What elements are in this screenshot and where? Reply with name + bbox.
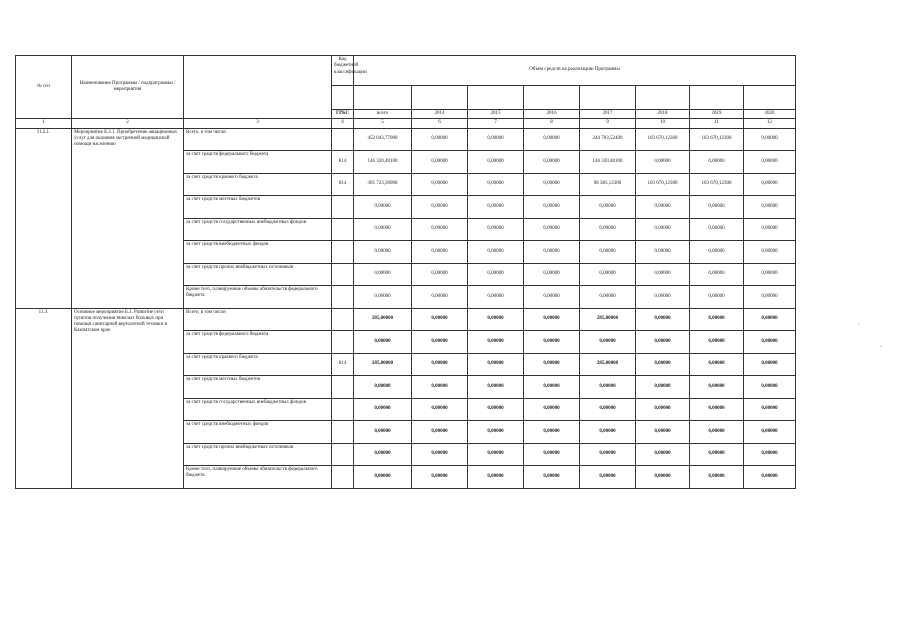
amount-year: 285,00000 xyxy=(580,353,636,376)
amount-year: 0,00000 xyxy=(690,308,744,331)
scan-mark: , xyxy=(880,340,882,348)
amount-year: 0,00000 xyxy=(468,196,524,219)
amount-total: 285,00000 xyxy=(354,353,412,376)
column-number-row xyxy=(16,119,796,128)
amount-year: 0,00000 xyxy=(636,286,690,309)
amount-year: 0,00000 xyxy=(690,466,744,489)
grbs-code xyxy=(332,196,354,219)
amount-year: 0,00000 xyxy=(524,128,580,151)
funding-source-label: Кроме того, планируемые объемы обязательств федерального бюджета xyxy=(184,466,332,489)
header-empty-cell xyxy=(412,86,468,110)
amount-year: 0,00000 xyxy=(744,128,796,151)
amount-year: 0,00000 xyxy=(690,218,744,241)
amount-year: 0,00000 xyxy=(524,421,580,444)
header-blank xyxy=(184,56,332,119)
header-number: № п/п xyxy=(16,56,72,119)
amount-total: 0,00000 xyxy=(354,286,412,309)
grbs-code xyxy=(332,376,354,399)
column-number: 5 xyxy=(354,119,412,128)
amount-year: 0,00000 xyxy=(468,443,524,466)
grbs-code xyxy=(332,286,354,309)
header-empty-cell xyxy=(468,86,524,110)
amount-total: 146 320,40100 xyxy=(354,151,412,174)
amount-total: 305 723,36900 xyxy=(354,173,412,196)
funding-source-label: Всего, в том числе: xyxy=(184,308,332,331)
row-number: 11.3. xyxy=(16,308,72,488)
amount-year: 0,00000 xyxy=(412,466,468,489)
amount-year: 0,00000 xyxy=(468,263,524,286)
amount-year: 0,00000 xyxy=(412,376,468,399)
amount-year: 0,00000 xyxy=(412,151,468,174)
amount-year: 0,00000 xyxy=(580,218,636,241)
amount-year: 98 383,12300 xyxy=(580,173,636,196)
funding-source-label: Кроме того, планируемые объемы обязательств федерального бюджета xyxy=(184,286,332,309)
amount-year: 0,00000 xyxy=(636,218,690,241)
amount-year: 0,00000 xyxy=(524,241,580,264)
amount-year: 0,00000 xyxy=(412,421,468,444)
header-empty-cell xyxy=(354,86,412,110)
amount-year: 0,00000 xyxy=(580,398,636,421)
amount-year: 0,00000 xyxy=(468,376,524,399)
funding-source-label: за счет средств прочих внебюджетных источников xyxy=(184,263,332,286)
header-year: 2014 xyxy=(412,110,468,119)
measure-name: Мероприятие Б.2.1. Приобретение авиационных услуг для оказания экстренной медицинской помощи населению xyxy=(72,128,184,308)
funding-source-label: за счет средств федерального бюджета xyxy=(184,331,332,354)
funding-source-label: Всего, в том числе: xyxy=(184,128,332,151)
header-volume: Объем средств на реализацию Программы xyxy=(354,56,796,86)
amount-year: 0,00000 xyxy=(636,308,690,331)
scan-mark: ' xyxy=(858,322,860,330)
amount-year: 0,00000 xyxy=(412,443,468,466)
amount-year: 0,00000 xyxy=(690,353,744,376)
funding-source-label: за счет средств прочих внебюджетных источников xyxy=(184,443,332,466)
header-code: Код бюджетной классификации xyxy=(332,56,354,86)
grbs-code xyxy=(332,263,354,286)
header-code-empty xyxy=(332,86,354,110)
amount-year: 0,00000 xyxy=(580,421,636,444)
header-grbs: ГРБС xyxy=(332,110,354,119)
amount-year: 0,00000 xyxy=(690,263,744,286)
amount-year: 0,00000 xyxy=(412,218,468,241)
grbs-code xyxy=(332,398,354,421)
amount-year: 0,00000 xyxy=(690,331,744,354)
header-year: 2015 xyxy=(468,110,524,119)
amount-year: 0,00000 xyxy=(524,308,580,331)
funding-source-label: за счет средств государственных внебюджетных фондов xyxy=(184,218,332,241)
amount-total: 0,00000 xyxy=(354,421,412,444)
header-empty-cell xyxy=(744,86,796,110)
column-number: 12 xyxy=(744,119,796,128)
column-number: 8 xyxy=(524,119,580,128)
amount-year: 0,00000 xyxy=(468,128,524,151)
amount-year: 0,00000 xyxy=(468,218,524,241)
amount-year: 0,00000 xyxy=(636,421,690,444)
amount-year: 0,00000 xyxy=(744,466,796,489)
grbs-code xyxy=(332,466,354,489)
amount-total: 0,00000 xyxy=(354,398,412,421)
amount-year: 0,00000 xyxy=(690,398,744,421)
amount-total: 285,00000 xyxy=(354,308,412,331)
amount-year: 0,00000 xyxy=(412,263,468,286)
amount-year: 0,00000 xyxy=(690,241,744,264)
amount-year: 0,00000 xyxy=(690,376,744,399)
grbs-code xyxy=(332,308,354,331)
amount-year: 0,00000 xyxy=(468,353,524,376)
amount-year: 0,00000 xyxy=(524,173,580,196)
amount-year: 0,00000 xyxy=(412,128,468,151)
amount-total: 0,00000 xyxy=(354,241,412,264)
amount-year: 0,00000 xyxy=(744,286,796,309)
amount-year: 0,00000 xyxy=(744,218,796,241)
amount-year: 0,00000 xyxy=(412,173,468,196)
amount-year: 0,00000 xyxy=(580,331,636,354)
amount-year: 0,00000 xyxy=(524,218,580,241)
amount-year: 0,00000 xyxy=(744,308,796,331)
header-empty-cell xyxy=(524,86,580,110)
amount-year: 0,00000 xyxy=(524,376,580,399)
amount-year: 0,00000 xyxy=(468,286,524,309)
grbs-code: 814 xyxy=(332,151,354,174)
table-row xyxy=(16,308,796,331)
grbs-code xyxy=(332,443,354,466)
amount-year: 0,00000 xyxy=(412,241,468,264)
funding-source-label: за счет средств государственных внебюджетных фондов xyxy=(184,398,332,421)
column-number: 4 xyxy=(332,119,354,128)
amount-year: 103 670,12300 xyxy=(636,128,690,151)
amount-year: 0,00000 xyxy=(412,286,468,309)
row-number: 11.2.1. xyxy=(16,128,72,308)
amount-year: 0,00000 xyxy=(744,263,796,286)
column-number: 7 xyxy=(468,119,524,128)
grbs-code: 814 xyxy=(332,173,354,196)
amount-year: 0,00000 xyxy=(524,353,580,376)
amount-year: 0,00000 xyxy=(524,196,580,219)
amount-year: 0,00000 xyxy=(636,353,690,376)
column-number: 2 xyxy=(72,119,184,128)
amount-year: 244 703,52400 xyxy=(580,128,636,151)
amount-year: 0,00000 xyxy=(636,263,690,286)
grbs-code xyxy=(332,421,354,444)
amount-year: 0,00000 xyxy=(636,241,690,264)
header-year: 2020 xyxy=(744,110,796,119)
amount-total: 452 043,77000 xyxy=(354,128,412,151)
amount-year: 0,00000 xyxy=(580,376,636,399)
amount-year: 0,00000 xyxy=(412,398,468,421)
amount-year: 0,00000 xyxy=(636,443,690,466)
header-empty-cell xyxy=(690,86,744,110)
header-total: всего xyxy=(354,110,412,119)
amount-year: 0,00000 xyxy=(468,241,524,264)
column-number: 6 xyxy=(412,119,468,128)
column-number: 11 xyxy=(690,119,744,128)
amount-year: 0,00000 xyxy=(636,398,690,421)
amount-total: 0,00000 xyxy=(354,443,412,466)
measure-name: Основное мероприятие Б.3. Развитие сети пунктов получения тяжелых больных при помощи санитарной вертолетной техники в Камчатском крае xyxy=(72,308,184,488)
amount-total: 0,00000 xyxy=(354,466,412,489)
amount-year: 0,00000 xyxy=(744,173,796,196)
table-row xyxy=(16,128,796,151)
column-number: 1 xyxy=(16,119,72,128)
amount-year: 103 670,12300 xyxy=(690,173,744,196)
amount-year: 0,00000 xyxy=(744,331,796,354)
amount-total: 0,00000 xyxy=(354,263,412,286)
amount-year: 0,00000 xyxy=(524,331,580,354)
amount-year: 0,00000 xyxy=(744,398,796,421)
amount-year: 0,00000 xyxy=(744,241,796,264)
amount-total: 0,00000 xyxy=(354,376,412,399)
amount-year: 0,00000 xyxy=(412,308,468,331)
amount-year: 0,00000 xyxy=(412,196,468,219)
amount-year: 0,00000 xyxy=(468,466,524,489)
grbs-code xyxy=(332,331,354,354)
column-number: 10 xyxy=(636,119,690,128)
header-year: 2018 xyxy=(636,110,690,119)
amount-year: 0,00000 xyxy=(744,353,796,376)
amount-total: 0,00000 xyxy=(354,218,412,241)
amount-year: 0,00000 xyxy=(690,196,744,219)
budget-table xyxy=(15,55,796,489)
amount-year: 0,00000 xyxy=(524,286,580,309)
amount-year: 0,00000 xyxy=(580,241,636,264)
amount-year: 0,00000 xyxy=(524,151,580,174)
header-empty-cell xyxy=(636,86,690,110)
funding-source-label: за счет средств краевого бюджета xyxy=(184,173,332,196)
amount-year: 0,00000 xyxy=(524,466,580,489)
funding-source-label: за счет средств внебюджетных фондов xyxy=(184,241,332,264)
amount-year: 0,00000 xyxy=(744,196,796,219)
header-year: 2019 xyxy=(690,110,744,119)
funding-source-label: за счет средств местных бюджетов xyxy=(184,376,332,399)
amount-year: 0,00000 xyxy=(580,443,636,466)
grbs-code xyxy=(332,128,354,151)
amount-total: 0,00000 xyxy=(354,196,412,219)
amount-year: 0,00000 xyxy=(690,421,744,444)
amount-year: 0,00000 xyxy=(580,263,636,286)
amount-year: 0,00000 xyxy=(468,398,524,421)
amount-year: 0,00000 xyxy=(744,376,796,399)
grbs-code xyxy=(332,218,354,241)
grbs-code xyxy=(332,241,354,264)
funding-source-label: за счет средств краевого бюджета xyxy=(184,353,332,376)
amount-year: 0,00000 xyxy=(690,443,744,466)
budget-table-page xyxy=(15,55,795,493)
funding-source-label: за счет средств федерального бюджета xyxy=(184,151,332,174)
funding-source-label: за счет средств местных бюджетов xyxy=(184,196,332,219)
amount-year: 0,00000 xyxy=(524,398,580,421)
amount-year: 0,00000 xyxy=(690,286,744,309)
amount-year: 0,00000 xyxy=(580,286,636,309)
amount-year: 0,00000 xyxy=(468,331,524,354)
amount-year: 103 670,12300 xyxy=(690,128,744,151)
header-year: 2016 xyxy=(524,110,580,119)
amount-year: 0,00000 xyxy=(744,443,796,466)
amount-year: 0,00000 xyxy=(468,151,524,174)
amount-year: 0,00000 xyxy=(468,173,524,196)
amount-year: 285,00000 xyxy=(580,308,636,331)
amount-year: 146 320,40100 xyxy=(580,151,636,174)
amount-total: 0,00000 xyxy=(354,331,412,354)
funding-source-label: за счет средств внебюджетных фондов xyxy=(184,421,332,444)
amount-year: 0,00000 xyxy=(412,353,468,376)
header-name: Наименование Программы / подпрограммы / мероприятия xyxy=(72,56,184,119)
header-year: 2017 xyxy=(580,110,636,119)
amount-year: 103 670,12300 xyxy=(636,173,690,196)
amount-year: 0,00000 xyxy=(580,466,636,489)
amount-year: 0,00000 xyxy=(524,443,580,466)
amount-year: 0,00000 xyxy=(636,331,690,354)
amount-year: 0,00000 xyxy=(744,151,796,174)
amount-year: 0,00000 xyxy=(468,308,524,331)
amount-year: 0,00000 xyxy=(636,466,690,489)
amount-year: 0,00000 xyxy=(524,263,580,286)
amount-year: 0,00000 xyxy=(636,376,690,399)
header-empty-cell xyxy=(580,86,636,110)
amount-year: 0,00000 xyxy=(412,331,468,354)
amount-year: 0,00000 xyxy=(636,196,690,219)
amount-year: 0,00000 xyxy=(744,421,796,444)
amount-year: 0,00000 xyxy=(690,151,744,174)
amount-year: 0,00000 xyxy=(468,421,524,444)
column-number: 9 xyxy=(580,119,636,128)
column-number: 3 xyxy=(184,119,332,128)
amount-year: 0,00000 xyxy=(636,151,690,174)
grbs-code: 814 xyxy=(332,353,354,376)
amount-year: 0,00000 xyxy=(580,196,636,219)
